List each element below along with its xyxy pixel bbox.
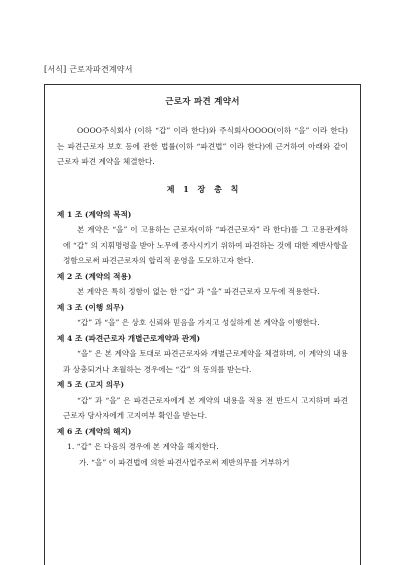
article-heading: 제 3 조 (이행 의무) xyxy=(57,302,125,312)
article-3 xyxy=(57,300,348,331)
article-heading: 제 5 조 (고지 의무) xyxy=(57,380,125,389)
article-text: “갑” 과 “을” 은 파견근로자에게 본 계약의 내용을 적용 전 반드시 고지하며 파견근로자 당사자에게 고지여부 확인을 받는다. xyxy=(63,395,348,420)
article-6 xyxy=(57,424,348,471)
article-text: 본 계약은 “을” 이 고용하는 근로자(이하 “파견근로자” 라 한다)를 그 고용관계하에 “갑” 의 지휘명령을 받아 노무에 종사시키기 위하여 파견하는 것에 대한 제반사항을 정함으로써 파견근로자의 합리적 운영을 도모하고자 한다. xyxy=(63,225,348,265)
contract-document xyxy=(44,84,361,565)
article-item: 1. “갑” 은 다음의 경우에 본 계약을 해지한다. xyxy=(67,442,219,451)
article-heading: 제 2 조 (계약의 적용) xyxy=(57,271,132,281)
article-4 xyxy=(57,331,348,378)
article-1 xyxy=(57,207,348,269)
article-text: 본 계약은 특히 정함이 없는 한 “갑” 과 “을” 파견근로자 모두에 적용한다. xyxy=(77,287,320,296)
article-heading: 제 4 조 (파견근로자 개별근로계약과 관계) xyxy=(57,333,201,343)
article-text: “을” 은 본 계약을 토대로 파견근로자와 개별근로계약을 체결하며, 이 계약의 내용과 상충되거나 초월하는 경우에는 “갑” 의 동의를 받는다. xyxy=(63,349,348,374)
article-heading: 제 6 조 (계약의 해지) xyxy=(57,426,132,436)
article-2 xyxy=(57,269,348,300)
form-label: [서식] 근로자파견계약서 xyxy=(44,65,133,74)
document-title: 근로자 파견 계약서 xyxy=(165,97,240,107)
article-subitem: 가. “을” 이 파견법에 의한 파견사업주로써 제반의무를 거부하거 xyxy=(79,457,290,467)
article-text: “갑” 과 “을” 은 상호 신뢰와 믿음을 가지고 성실하게 본 계약을 이행한다. xyxy=(77,318,320,327)
preamble: OOOO주식회사 (이하 “갑” 이라 한다)와 주식회사OOOO(이하 “을” 이라 한다)는 파견근로자 보호 등에 관한 법률(이하 “파견법” 이라 한다)에 근거하여 아래와 같이 근로자 파견 계약을 체결한다. xyxy=(57,126,348,166)
article-heading: 제 1 조 (계약의 목적) xyxy=(57,209,132,219)
chapter-heading: 제 1 장 총 칙 xyxy=(166,183,239,194)
article-5 xyxy=(57,377,348,424)
